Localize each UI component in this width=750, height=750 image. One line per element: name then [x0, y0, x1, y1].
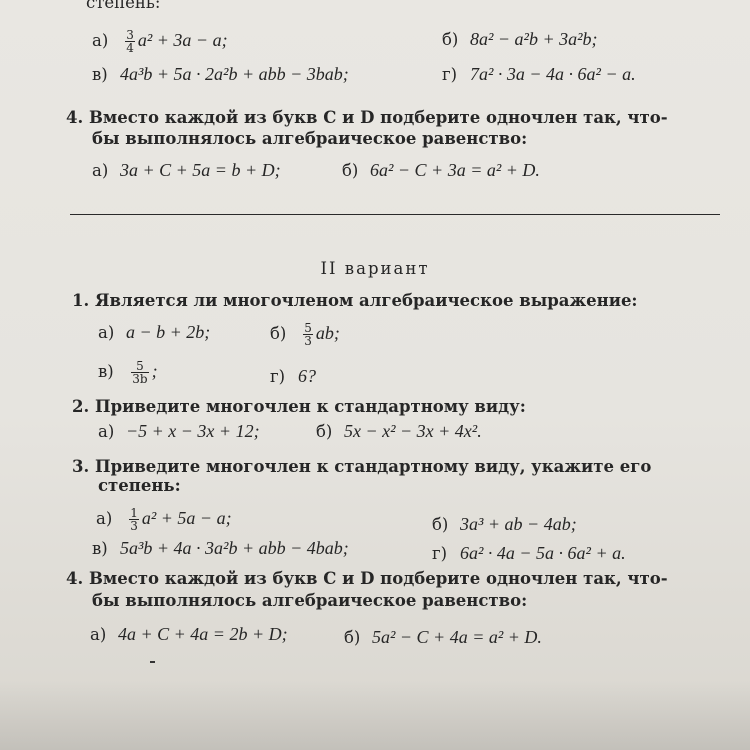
expression: 6a² − C + 3a = a² + D.: [370, 160, 540, 180]
item-label: б): [342, 161, 359, 180]
item-label: а): [98, 422, 115, 441]
expression: ;: [151, 361, 158, 381]
q2-text: [72, 397, 526, 417]
variant-heading: II вариант: [320, 259, 430, 278]
item-label: г): [442, 65, 458, 84]
q1-g: [270, 366, 316, 387]
expression: 7a² · 3a − 4a · 6a² − a.: [470, 64, 636, 84]
top-q4-line1: [66, 108, 668, 128]
fraction-numerator: 1: [130, 506, 138, 520]
q1-text: [72, 291, 638, 311]
question-text: бы выполнялось алгебраическое равенство:: [92, 129, 528, 148]
fraction-numerator: 5: [131, 360, 148, 373]
fraction-numerator: 5: [304, 321, 312, 335]
top-q4-a: [92, 160, 281, 181]
q3-v: [92, 538, 349, 559]
expression: a − b + 2b;: [126, 322, 211, 342]
expression: ab;: [315, 323, 340, 343]
item-label: б): [344, 628, 361, 647]
cut-text: [86, 0, 160, 13]
expression: 3a + C + 5a = b + D;: [120, 160, 281, 180]
expression: 5a³b + 4a · 3a²b + abb − 4bab;: [120, 538, 349, 558]
question-text: бы выполнялось алгебраическое равенство:: [92, 591, 528, 610]
question-number: 3.: [72, 457, 90, 476]
top-q3-a: [92, 29, 228, 54]
expression: a² + 5a − a;: [141, 508, 232, 528]
item-label: б): [432, 515, 449, 534]
top-q3-g: [442, 64, 636, 85]
top-q3-b: [442, 29, 597, 50]
expression: 5x − x² − 3x + 4x².: [344, 421, 482, 441]
fraction-denominator: 3b: [132, 372, 148, 386]
stray-mark: [150, 661, 155, 663]
item-label: б): [270, 324, 287, 343]
q2-b: [316, 421, 482, 442]
fraction-denominator: 4: [126, 41, 134, 55]
fraction: [131, 360, 148, 385]
question-text: Приведите многочлен к стандартному виду:: [94, 397, 526, 416]
fraction-denominator: 3: [130, 519, 138, 533]
expression: 4a + C + 4a = 2b + D;: [118, 624, 288, 644]
question-text: степень:: [98, 476, 181, 495]
q4-a: [90, 624, 288, 645]
question-number: 4.: [66, 569, 84, 588]
question-text: Вместо каждой из букв C и D подберите одночлен так, что-: [88, 569, 668, 588]
q1-a: [98, 322, 210, 343]
question-number: 2.: [72, 397, 90, 416]
item-label: а): [98, 323, 115, 342]
fraction-denominator: 3: [304, 334, 312, 348]
top-q4-line2: [92, 129, 527, 149]
expression: 3a³ + ab − 4ab;: [460, 514, 577, 534]
q4-line2: [92, 591, 527, 611]
question-number: 4.: [66, 108, 84, 127]
expression: 8a² − a²b + 3a²b;: [470, 29, 598, 49]
q3-b: [432, 514, 577, 535]
q3-a: [96, 507, 232, 532]
item-label: в): [92, 65, 108, 84]
q3-line2: [98, 476, 181, 496]
question-text: Вместо каждой из букв C и D подберите одночлен так, что-: [88, 108, 668, 127]
q3-g: [432, 543, 626, 564]
fraction-numerator: 3: [126, 28, 134, 42]
item-label: а): [92, 31, 109, 50]
cut-text-label: степень:: [86, 0, 161, 12]
q1-b: [270, 322, 340, 347]
item-label: б): [316, 422, 333, 441]
expression: 4a³b + 5a · 2a²b + abb − 3bab;: [120, 64, 349, 84]
item-label: а): [90, 625, 107, 644]
question-text: Является ли многочленом алгебраическое выражение:: [94, 291, 638, 310]
expression: 6?: [298, 366, 316, 386]
top-q4-b: [342, 160, 540, 181]
question-number: 1.: [72, 291, 90, 310]
item-label: а): [92, 161, 109, 180]
question-text: Приведите многочлен к стандартному виду, укажите его: [94, 457, 652, 476]
expression: a² + 3a − a;: [137, 30, 228, 50]
page-shadow: [0, 680, 750, 750]
q2-a: [98, 421, 260, 442]
item-label: а): [96, 509, 113, 528]
item-label: в): [92, 539, 108, 558]
item-label: г): [270, 367, 286, 386]
expression: 6a² · 4a − 5a · 6a² + a.: [460, 543, 626, 563]
fraction: [125, 29, 135, 54]
q4-line1: [66, 569, 668, 589]
fraction: [303, 322, 313, 347]
expression: 5a² − C + 4a = a² + D.: [372, 627, 542, 647]
item-label: в): [98, 362, 114, 381]
expression: −5 + x − 3x + 12;: [126, 421, 260, 441]
top-q3-v: [92, 64, 349, 85]
item-label: г): [432, 544, 448, 563]
q1-v: [98, 360, 158, 385]
section-divider: [70, 214, 720, 215]
q4-b: [344, 627, 542, 648]
fraction: [129, 507, 139, 532]
q3-line1: [72, 457, 651, 477]
item-label: б): [442, 30, 459, 49]
